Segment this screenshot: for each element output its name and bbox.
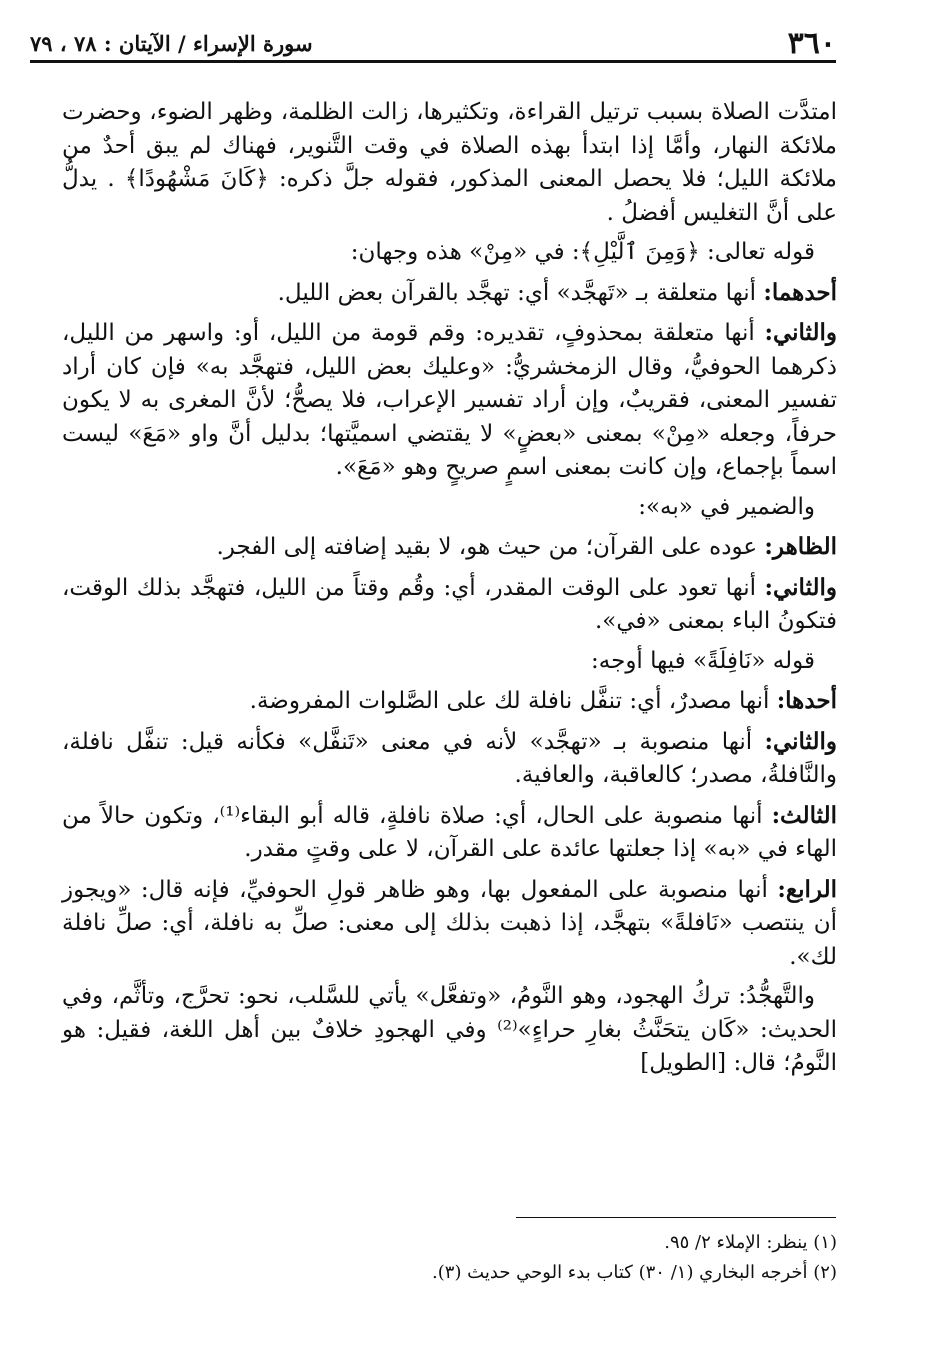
paragraph-lead: والثاني:: [764, 319, 837, 346]
paragraph: [62, 236, 837, 270]
paragraph-text: أنها منصوبة على المفعول بها، وهو ظاهر قولِ الحوفيِّ، فإنه قال: «ويجوز أن ينتصب «نَافلةً» بتهجَّد، إذا ذهبت بذلك إلى معنى: صلِّ به نافلة، أي: صلِّ نافلة لك».: [62, 876, 837, 970]
paragraph-lead: الرابع:: [777, 875, 837, 903]
footnote: (١) ينظر: الإملاء ٢/ ٩٥.: [664, 1232, 837, 1253]
paragraph: [62, 684, 837, 719]
paragraph-text: أنها متعلقة بـ «تَهجَّد» أي: تهجَّد بالقرآن بعض الليل.: [277, 279, 757, 306]
paragraph: [62, 96, 837, 230]
footnote-separator: [516, 1217, 836, 1218]
page-number: ٣٦٠: [787, 25, 836, 61]
paragraph: [62, 530, 837, 565]
paragraph-text: أنها متعلقة بمحذوفٍ، تقديره: وقم قومة من الليل، أو: واسهر من الليل، ذكرهما الحوفيُّ، وقال الزمخشريُّ: «وعليك بعض الليل، فتهجَّد به» فإن كان أراد تفسير المعنى، فقريبٌ، وإن أراد تفسير الإعراب، فلا يصحُّ؛ لأنَّ المغرى به لا يكون حرفاً، وجعله «مِنْ» بمعنى «بعضٍ» لا يقتضي اسميَّتها؛ بدليل أنَّ واو «مَعَ» ليست اسماً بإجماع، وإن كانت بمعنى اسمٍ صريحٍ وهو «مَعَ».: [62, 320, 837, 480]
paragraph: [62, 571, 837, 639]
paragraph-text: قوله «نَافِلَةً» فيها أوجه:: [591, 647, 815, 674]
paragraph: [62, 799, 837, 867]
paragraph-text: عوده على القرآن؛ من حيث هو، لا بقيد إضافته إلى الفجر.: [216, 534, 758, 560]
paragraph: [62, 725, 837, 793]
paragraph: [62, 645, 837, 679]
footnote: (٢) أخرجه البخاري (١/ ٣٠) كتاب بدء الوحي حديث (٣).: [432, 1262, 837, 1283]
paragraph: [62, 316, 837, 485]
footnotes: [62, 1228, 837, 1288]
paragraph-lead: أحدهما:: [763, 278, 837, 306]
running-title: سورة الإسراء / الآيتان : ٧٨ ، ٧٩: [30, 30, 313, 56]
paragraph-lead: والثاني:: [764, 727, 837, 755]
paragraph-text: قوله تعالى: ﴿وَمِنَ ٱلَّيْلِ﴾: في «مِنْ» هذه وجهان:: [350, 239, 815, 265]
paragraph-text: أنها منصوبة بـ «تهجَّد» لأنه في معنى «تَنفَّل» فكأنه قيل: تنفَّل نافلة، والنَّافلةُ، مصدر؛ كالعاقبة، والعافية.: [62, 728, 837, 788]
paragraph-text: والضمير في «به»:: [638, 493, 815, 520]
body-text: [62, 96, 837, 1087]
paragraph-lead: الثالث:: [771, 801, 837, 829]
paragraph-lead: أحدها:: [776, 687, 837, 714]
paragraph-text: أنها منصوبة على الحال، أي: صلاة نافلةٍ، قاله أبو البقاء⁽¹⁾، وتكون حالاً من الهاء في «به» إذا جعلتها عائدة على القرآن، لا على وقتٍ مقدر.: [62, 802, 837, 862]
page-header: [30, 26, 836, 63]
paragraph-text: امتدَّت الصلاة بسبب ترتيل القراءة، وتكثيرها، زالت الظلمة، وظهر الضوء، وحضرت ملائكة النهار، وأمَّا إذا ابتدأ بهذه الصلاة في وقت التَّنوير، فهناك لم يبق أحدٌ من ملائكة الليل؛ فلا يحصل المعنى المذكور، فقوله جلَّ ذكره: ﴿كَانَ مَشْهُودًا﴾ . يدلُّ على أنَّ التغليس أفضلُ .: [62, 99, 837, 226]
paragraph-lead: والثاني:: [764, 573, 838, 601]
paragraph-text: والتَّهجُّدُ: تركُ الهجود، وهو النَّومُ، «وتفعَّل» يأتي للسَّلب، نحو: تحرَّج، وتأثَّم، وفي الحديث: «كَان يتحَنَّثُ بغارِ حراءٍ»⁽²⁾ وفي الهجودِ خلافٌ بين أهل اللغة، فقيل: هو النَّومُ؛ قال: [الطويل]: [62, 983, 837, 1076]
paragraph-text: أنها تعود على الوقت المقدر، أي: وقُم وقتاً من الليل، فتهجَّد بذلك الوقت، فتكونُ الباء بمعنى «في».: [62, 574, 837, 634]
paragraph: [62, 980, 837, 1081]
paragraph: [62, 873, 837, 975]
paragraph: [62, 491, 837, 525]
paragraph: [62, 276, 837, 311]
paragraph-text: أنها مصدرٌ، أي: تنفَّل نافلة لك على الصَّلوات المفروضة.: [249, 688, 770, 714]
paragraph-lead: الظاهر:: [764, 533, 837, 560]
